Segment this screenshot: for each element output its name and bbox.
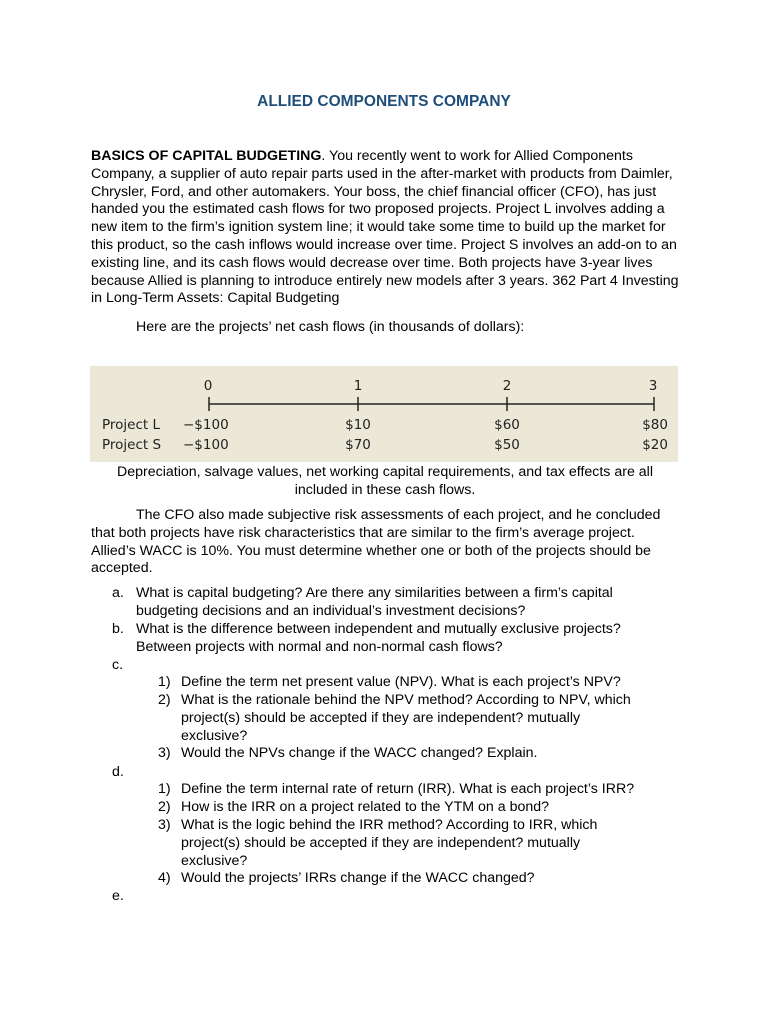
question-d-1-text: Define the term internal rate of return (IRR). What is each project’s IRR? [181,781,635,797]
question-d-1-label: 1) [158,781,171,797]
question-c-2-text: What is the rationale behind the NPV method? According to NPV, which project(s) should be accepted if they are independent? mutually exclusive? [181,692,631,744]
period-label-2: 2 [502,378,512,394]
question-d-4-text: Would the projects’ IRRs change if the WACC changed? [181,870,535,886]
cashflow-intro: Here are the projects’ net cash flows (in thousands of dollars): [136,319,525,335]
intro-text: . You recently went to work for Allied Components Company, a supplier of auto repair parts used in the after-market with products from Daimler, Chrysler, Ford, and other automakers. Your boss, the chief financial officer (CFO), has just handed you the estimated cash flows for two proposed projects. Project L involves adding a new item to the firm’s ignition system line; it would take some time to build up the market for this product, so the cash inflows would increase over time. Project S involves an add-on to an existing line, and its cash flows would decrease over time. Both projects have 3-year lives because Allied is planning to introduce entirely new models after 3 years. 362 Part 4 Investing in Long-Term Assets: Capital Budgeting [91,148,679,307]
question-c-1-label: 1) [158,674,171,690]
project-l-flow-1: $10 [345,417,371,433]
question-d-3 [158,817,638,870]
project-l-flow-3: $80 [642,417,668,433]
project-l-label: Project L [102,417,161,433]
question-c-3 [158,745,678,763]
project-l-flow-2: $60 [494,417,520,433]
question-d-3-text: What is the logic behind the IRR method? According to IRR, which project(s) should be accepted if they are independent? mutually exclusive? [181,817,598,869]
project-s-flow-0: −$100 [183,437,229,453]
question-c-1 [158,674,678,692]
project-s-flow-3: $20 [642,437,668,453]
cash-flow-note: Depreciation, salvage values, net working capital requirements, and tax effects are all included in these cash flows. [116,464,653,498]
question-d-label: d. [112,764,124,780]
cfo-paragraph: The CFO also made subjective risk assessments of each project, and he concluded that both projects have risk characteristics that are similar to the firm’s average project. Allied’s WACC is 10%. You must determine whether one or both of the projects should be accepted. [91,507,661,577]
period-label-0: 0 [203,378,213,394]
question-c-2-label: 2) [158,692,171,708]
question-b [112,621,672,657]
question-c-label: c. [112,657,124,673]
question-a-label: a. [112,585,124,601]
question-d-2-label: 2) [158,799,171,815]
question-d-1 [158,781,678,799]
question-d-2-text: How is the IRR on a project related to the YTM on a bond? [181,799,550,815]
question-d-4 [158,870,678,888]
question-e-label: e. [112,888,124,904]
question-d-3-label: 3) [158,817,171,833]
question-c-3-text: Would the NPVs change if the WACC changed? Explain. [181,745,538,761]
question-c-3-label: 3) [158,745,171,761]
question-c-1-text: Define the term net present value (NPV). What is each project’s NPV? [181,674,621,690]
document-title: ALLIED COMPONENTS COMPANY [257,93,511,110]
period-label-3: 3 [648,378,658,394]
question-a [112,585,672,621]
period-label-1: 1 [353,378,363,394]
project-s-flow-2: $50 [494,437,520,453]
question-b-text: What is the difference between independent and mutually exclusive projects? Between projects with normal and non-normal cash flows? [136,621,621,655]
intro-heading: BASICS OF CAPITAL BUDGETING [91,148,322,164]
project-s-flow-1: $70 [345,437,371,453]
question-c-2 [158,692,668,745]
question-b-label: b. [112,621,124,637]
question-a-text: What is capital budgeting? Are there any similarities between a firm’s capital budgeting decisions and an individual’s investment decisions? [136,585,613,619]
project-s-label: Project S [102,437,162,453]
question-d-2 [158,799,678,817]
project-l-flow-0: −$100 [183,417,229,433]
question-d-4-label: 4) [158,870,171,886]
